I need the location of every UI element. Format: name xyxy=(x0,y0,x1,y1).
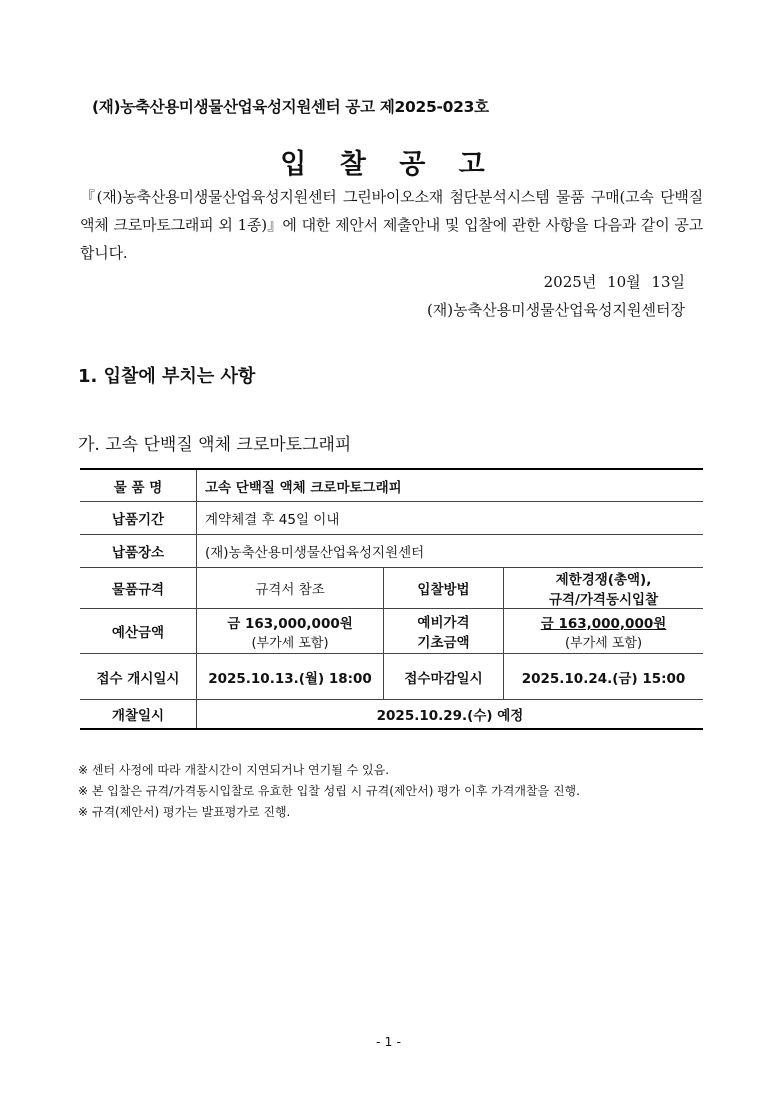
notes-list xyxy=(78,760,580,823)
bid-details-table xyxy=(80,468,703,730)
open-datetime-label: 접수 개시일시 xyxy=(80,654,197,700)
close-datetime-label: 접수마감일시 xyxy=(384,654,504,700)
table-row xyxy=(80,654,703,700)
page-number: - 1 - xyxy=(376,1034,401,1049)
reserve-price-label xyxy=(384,609,504,654)
note-item: ※ 본 입찰은 규격/가격동시입찰로 유효한 입찰 성립 시 규격(제안서) 평가 이후 가격개찰을 진행. xyxy=(78,784,580,798)
budget-vat-note: (부가세 포함) xyxy=(251,635,329,651)
page-title: 입 찰 공 고 xyxy=(280,149,497,180)
item-name-label: 물 품 명 xyxy=(80,469,197,502)
item-name-value: 고속 단백질 액체 크로마토그래피 xyxy=(197,469,704,502)
budget-label: 예산금액 xyxy=(80,609,197,654)
reserve-price-value xyxy=(504,609,704,654)
budget-value xyxy=(197,609,384,654)
reserve-label-line-2: 기초금액 xyxy=(417,635,470,651)
table-row xyxy=(80,502,703,535)
budget-amount: 금 163,000,000원 xyxy=(227,615,353,632)
intro-paragraph: 『(재)농축산용미생물산업육성지원센터 그린바이오소재 첨단분석시스템 물품 구매(고속 단백질 액체 크로마토그래피 외 1종)』에 대한 제안서 제출안내 및 입찰에 관한 사항을 다음과 같이 공고합니다. xyxy=(80,188,703,262)
spec-value: 규격서 참조 xyxy=(197,568,384,609)
section-heading: 1. 입찰에 부치는 사항 xyxy=(78,366,256,387)
reserve-vat-note: (부가세 포함) xyxy=(564,635,643,651)
method-value xyxy=(504,568,704,609)
close-datetime-value: 2025.10.24.(금) 15:00 xyxy=(504,654,704,700)
opening-datetime-value: 2025.10.29.(수) 예정 xyxy=(197,700,704,730)
table-row xyxy=(80,568,703,609)
method-label: 입찰방법 xyxy=(384,568,504,609)
subsection-heading: 가. 고속 단백질 액체 크로마토그래피 xyxy=(78,435,352,455)
opening-datetime-label: 개찰일시 xyxy=(80,700,197,730)
table-row xyxy=(80,535,703,568)
reserve-label-line-1: 예비가격 xyxy=(417,615,470,631)
table-row xyxy=(80,609,703,654)
table-row xyxy=(80,469,703,502)
delivery-place-label: 납품장소 xyxy=(80,535,197,568)
delivery-period-value: 계약체결 후 45일 이내 xyxy=(197,502,704,535)
method-value-line-2: 규격/가격동시입찰 xyxy=(548,592,659,608)
delivery-period-label: 납품기간 xyxy=(80,502,197,535)
note-item: ※ 센터 사정에 따라 개찰시간이 지연되거나 연기될 수 있음. xyxy=(78,763,390,777)
issuer-name: (재)농축산용미생물산업육성지원센터장 xyxy=(426,301,685,319)
notice-number: (재)농축산용미생물산업육성지원센터 공고 제2025-023호 xyxy=(92,98,489,116)
spec-label: 물품규격 xyxy=(80,568,197,609)
method-value-line-1: 제한경쟁(총액), xyxy=(555,572,652,588)
delivery-place-value: (재)농축산용미생물산업육성지원센터 xyxy=(197,535,704,568)
table-row xyxy=(80,700,703,730)
notice-date: 2025년 10월 13일 xyxy=(543,273,685,291)
note-item: ※ 규격(제안서) 평가는 발표평가로 진행. xyxy=(78,805,291,819)
reserve-amount: 금 163,000,000원 xyxy=(540,615,667,632)
open-datetime-value: 2025.10.13.(월) 18:00 xyxy=(197,654,384,700)
